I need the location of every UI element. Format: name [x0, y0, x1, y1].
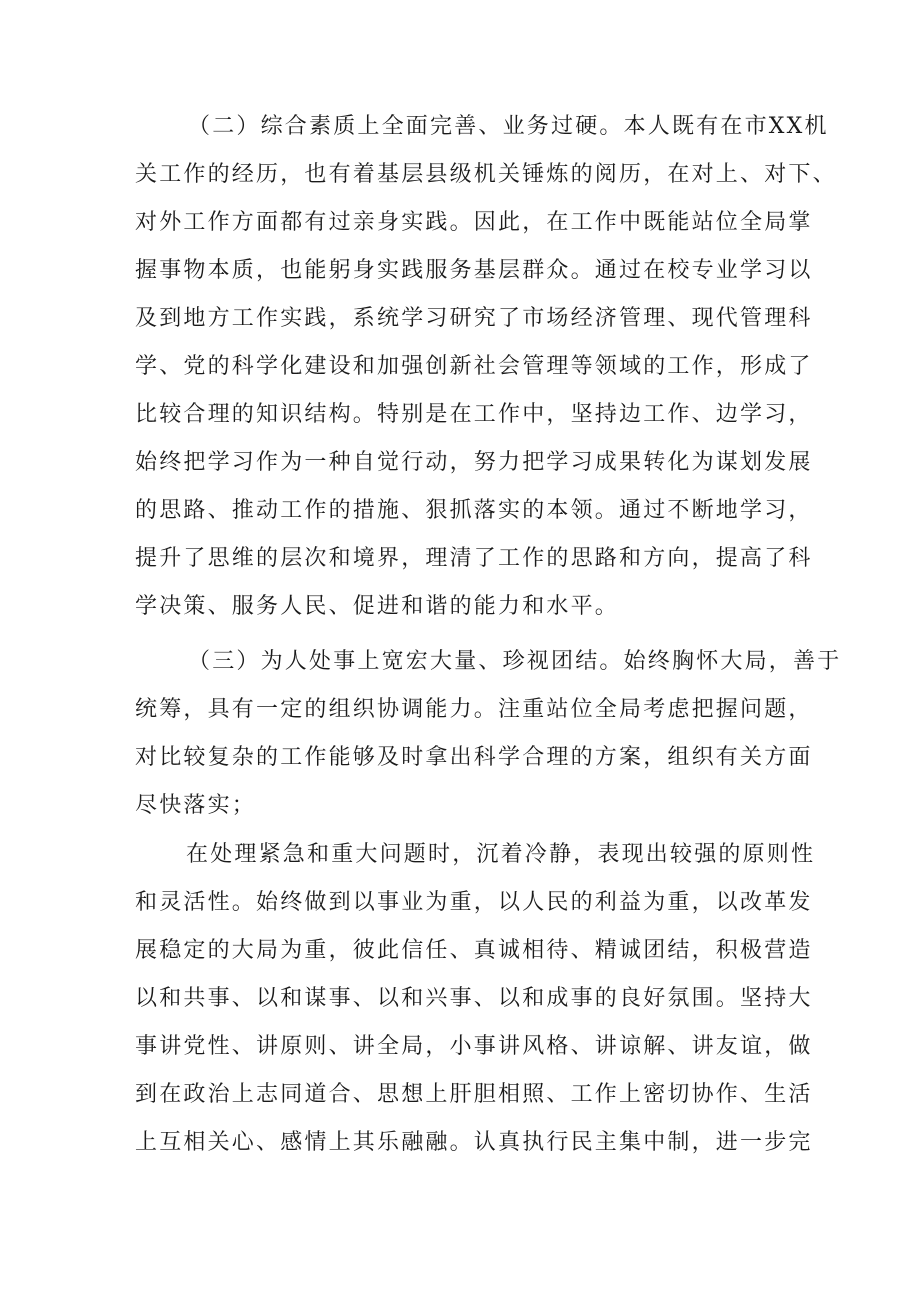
paragraph-4-line-6: 到在政治上志同道合、思想上肝胆相照、工作上密切协作、生活: [135, 1082, 813, 1107]
paragraph-2-line-7: 比较合理的知识结构。特别是在工作中，坚持边工作、边学习，: [135, 402, 813, 427]
paragraph-2-line-6: 学、党的科学化建设和加强创新社会管理等领域的工作，形成了: [135, 354, 813, 379]
paragraph-2-line-3: 对外工作方面都有过亲身实践。因此，在工作中既能站位全局掌: [135, 210, 813, 235]
paragraph-4-line-3: 展稳定的大局为重，彼此信任、真诚相待、精诚团结，积极营造: [135, 938, 813, 963]
paragraph-2-line-2: 关工作的经历，也有着基层县级机关锤炼的阅历，在对上、对下、: [135, 162, 837, 187]
paragraph-3-line-4: 尽快落实；: [135, 793, 257, 818]
paragraph-3-line-2: 统筹，具有一定的组织协调能力。注重站位全局考虑把握问题，: [135, 697, 813, 722]
paragraph-4-line-1: 在处理紧急和重大问题时，沉着冷静，表现出较强的原则性: [186, 842, 816, 867]
paragraph-2-line-11: 学决策、服务人民、促进和谐的能力和水平。: [135, 594, 620, 619]
paragraph-4-line-7: 上互相关心、感情上其乐融融。认真执行民主集中制，进一步完: [135, 1130, 813, 1155]
paragraph-3-line-3: 对比较复杂的工作能够及时拿出科学合理的方案，组织有关方面: [135, 745, 813, 770]
paragraph-2-line-10: 提升了思维的层次和境界，理清了工作的思路和方向，提高了科: [135, 546, 813, 571]
paragraph-3-line-1: （三）为人处事上宽宏大量、珍视团结。始终胸怀大局，善于: [188, 649, 842, 674]
paragraph-4-line-4: 以和共事、以和谋事、以和兴事、以和成事的良好氛围。坚持大: [135, 986, 813, 1011]
paragraph-4-line-2: 和灵活性。始终做到以事业为重，以人民的利益为重，以改革发: [135, 890, 813, 915]
paragraph-2-line-4: 握事物本质，也能躬身实践服务基层群众。通过在校专业学习以: [135, 258, 813, 283]
paragraph-4-line-5: 事讲党性、讲原则、讲全局，小事讲风格、讲谅解、讲友谊，做: [135, 1034, 813, 1059]
paragraph-2-line-8: 始终把学习作为一种自觉行动，努力把学习成果转化为谋划发展: [135, 450, 813, 475]
paragraph-2-line-1: （二）综合素质上全面完善、业务过硬。本人既有在市XX机: [188, 114, 829, 139]
paragraph-2-line-9: 的思路、推动工作的措施、狠抓落实的本领。通过不断地学习，: [135, 498, 813, 523]
paragraph-2-line-5: 及到地方工作实践，系统学习研究了市场经济管理、现代管理科: [135, 306, 813, 331]
